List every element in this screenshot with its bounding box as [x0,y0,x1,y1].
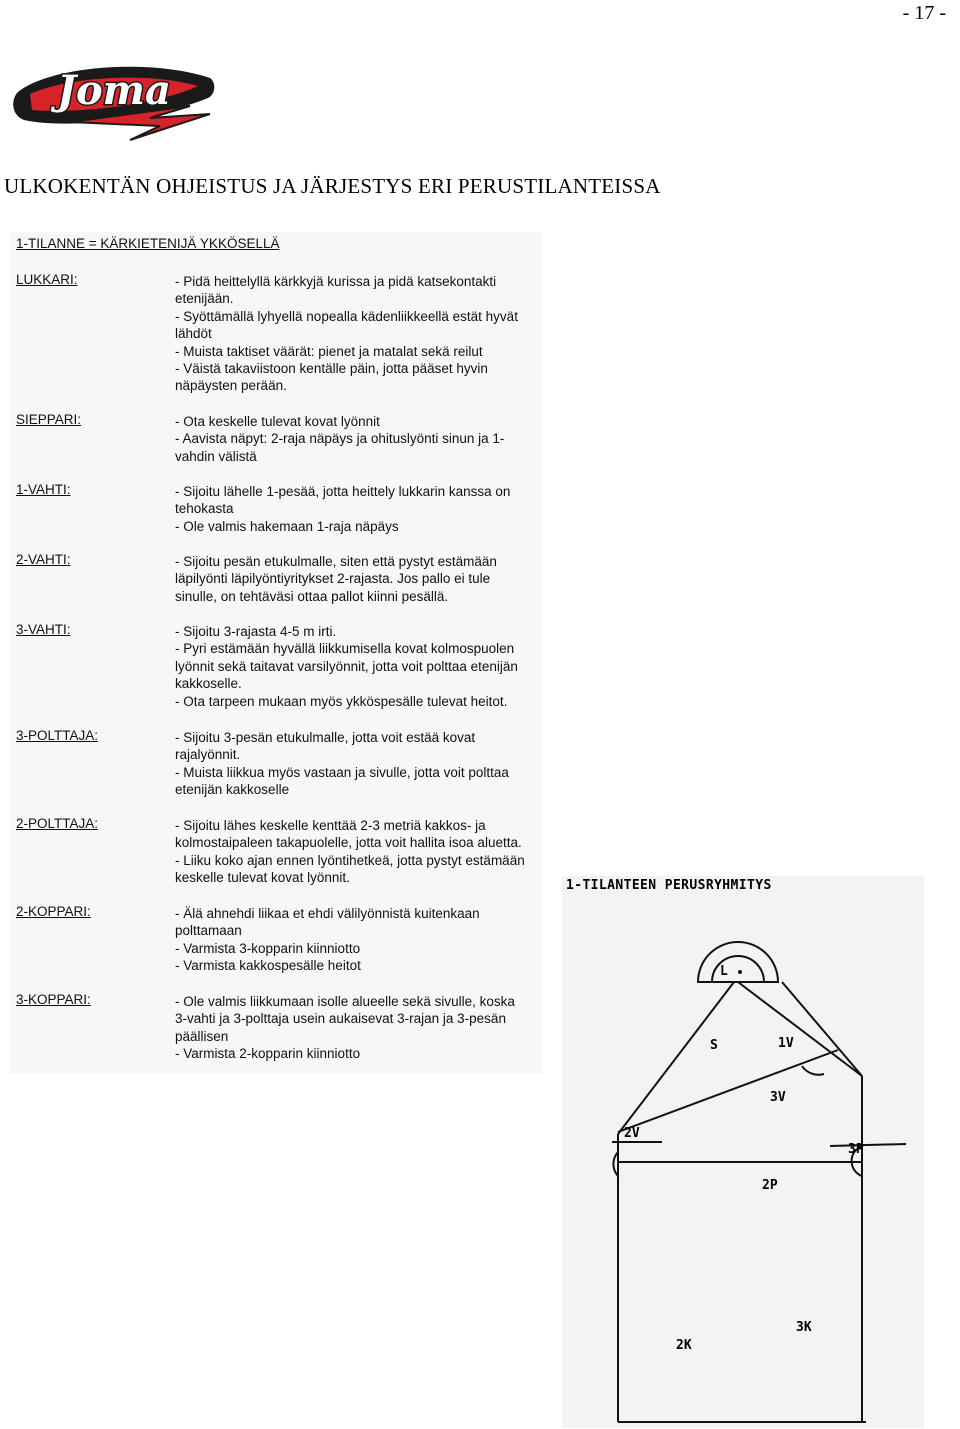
label-lukkari: L [720,964,728,979]
joma-logo [10,48,220,146]
role-text-lukkari: - Pidä heittelyllä kärkkyjä kurissa ja pidä katsekontakti etenijään. - Syöttämällä lyhyellä nopealla kädenliikkeellä estät hyvät lähdöt - Muista taktiset väärät: pienet ja matalat sekä reilut - Väistä takaviistoon kentälle päin, jotta pääset hyvin näpäysten perään. [175,274,518,394]
role-label-sieppari: SIEPPARI: [16,412,82,427]
label-3-koppari: 3K [796,1320,812,1335]
role-text-3-vahti: - Sijoitu 3-rajasta 4-5 m irti. - Pyri estämään hyvällä liikkumisella kovat kolmospuolen lyönnit sekä taitavat varsilyönnit, jotta voit polttaa etenijän kakkoselle. - Ota tarpeen mukaan myös ykköspesälle tulevat heitot. [175,624,518,709]
role-text-3-koppari: - Ole valmis liikkumaan isolle alueelle sekä sivulle, koska 3-vahti ja 3-polttaja usein aukaisevat 3-rajan ja 3-pesän päällisen - Varmista 2-kopparin kiinniotto [175,994,515,1062]
role-label-3-polttaja: 3-POLTTAJA: [16,728,99,743]
role-text-1-vahti: - Sijoitu lähelle 1-pesää, jotta heittely lukkarin kanssa on tehokasta - Ole valmis hakemaan 1-raja näpäys [175,484,511,534]
label-sieppari: S [710,1038,718,1053]
role-label-3-vahti: 3-VAHTI: [16,622,71,637]
role-label-2-koppari: 2-KOPPARI: [16,904,91,919]
logo-wordmark: Joma [57,67,171,114]
role-text-2-koppari: - Älä ahnehdi liikaa et ehdi välilyönnistä kuitenkaan polttamaan - Varmista 3-kopparin kiinniotto - Varmista kakkospesälle heitot [175,906,480,974]
role-label-2-polttaja: 2-POLTTAJA: [16,816,99,831]
label-2-polttaja: 2P [762,1178,778,1193]
situation-heading: 1-TILANNE = KÄRKIETENIJÄ YKKÖSELLÄ [16,236,280,251]
role-text-2-polttaja: - Sijoitu lähes keskelle kenttää 2-3 metriä kakkos- ja kolmostaipaleen takapuolelle, jotta voit hallita isoa aluetta. - Liiku koko ajan ennen lyöntihetkeä, jotta pystyt estämään keskelle tulevat kovat lyönnit. [175,818,525,886]
page-number: - 17 - [902,2,946,24]
label-2-vahti: 2V [624,1126,640,1141]
instruction-sheet [10,232,542,1074]
role-label-lukkari: LUKKARI: [16,272,78,287]
role-text-sieppari: - Ota keskelle tulevat kovat lyönnit - Aavista näpyt: 2-raja näpäys ja ohituslyönti sinun ja 1- vahdin välistä [175,414,505,464]
role-text-3-polttaja: - Sijoitu 3-pesän etukulmalle, jotta voit estää kovat rajalyönnit. - Muista liikkua myös vastaan ja sivulle, jotta voit polttaa etenijän kakkoselle [175,730,509,798]
label-3-vahti: 3V [770,1090,786,1105]
field-diagram [562,876,924,1428]
page-title: ULKOKENTÄN OHJEISTUS JA JÄRJESTYS ERI PERUSTILANTEISSA [4,174,661,198]
diagram-title: 1-TILANTEEN PERUSRYHMITYS [566,878,772,893]
role-text-2-vahti: - Sijoitu pesän etukulmalle, siten että pystyt estämään läpilyönti läpilyöntiyritykset 2-rajasta. Jos pallo ei tule sinulle, on tehtäväsi ottaa pallot kiinni pesällä. [175,554,497,604]
field-lines [562,876,924,1428]
label-3-polttaja: 3P [848,1142,864,1157]
label-2-koppari: 2K [676,1338,692,1353]
role-label-1-vahti: 1-VAHTI: [16,482,71,497]
label-1-vahti: 1V [778,1036,794,1051]
role-label-2-vahti: 2-VAHTI: [16,552,71,567]
role-label-3-koppari: 3-KOPPARI: [16,992,91,1007]
